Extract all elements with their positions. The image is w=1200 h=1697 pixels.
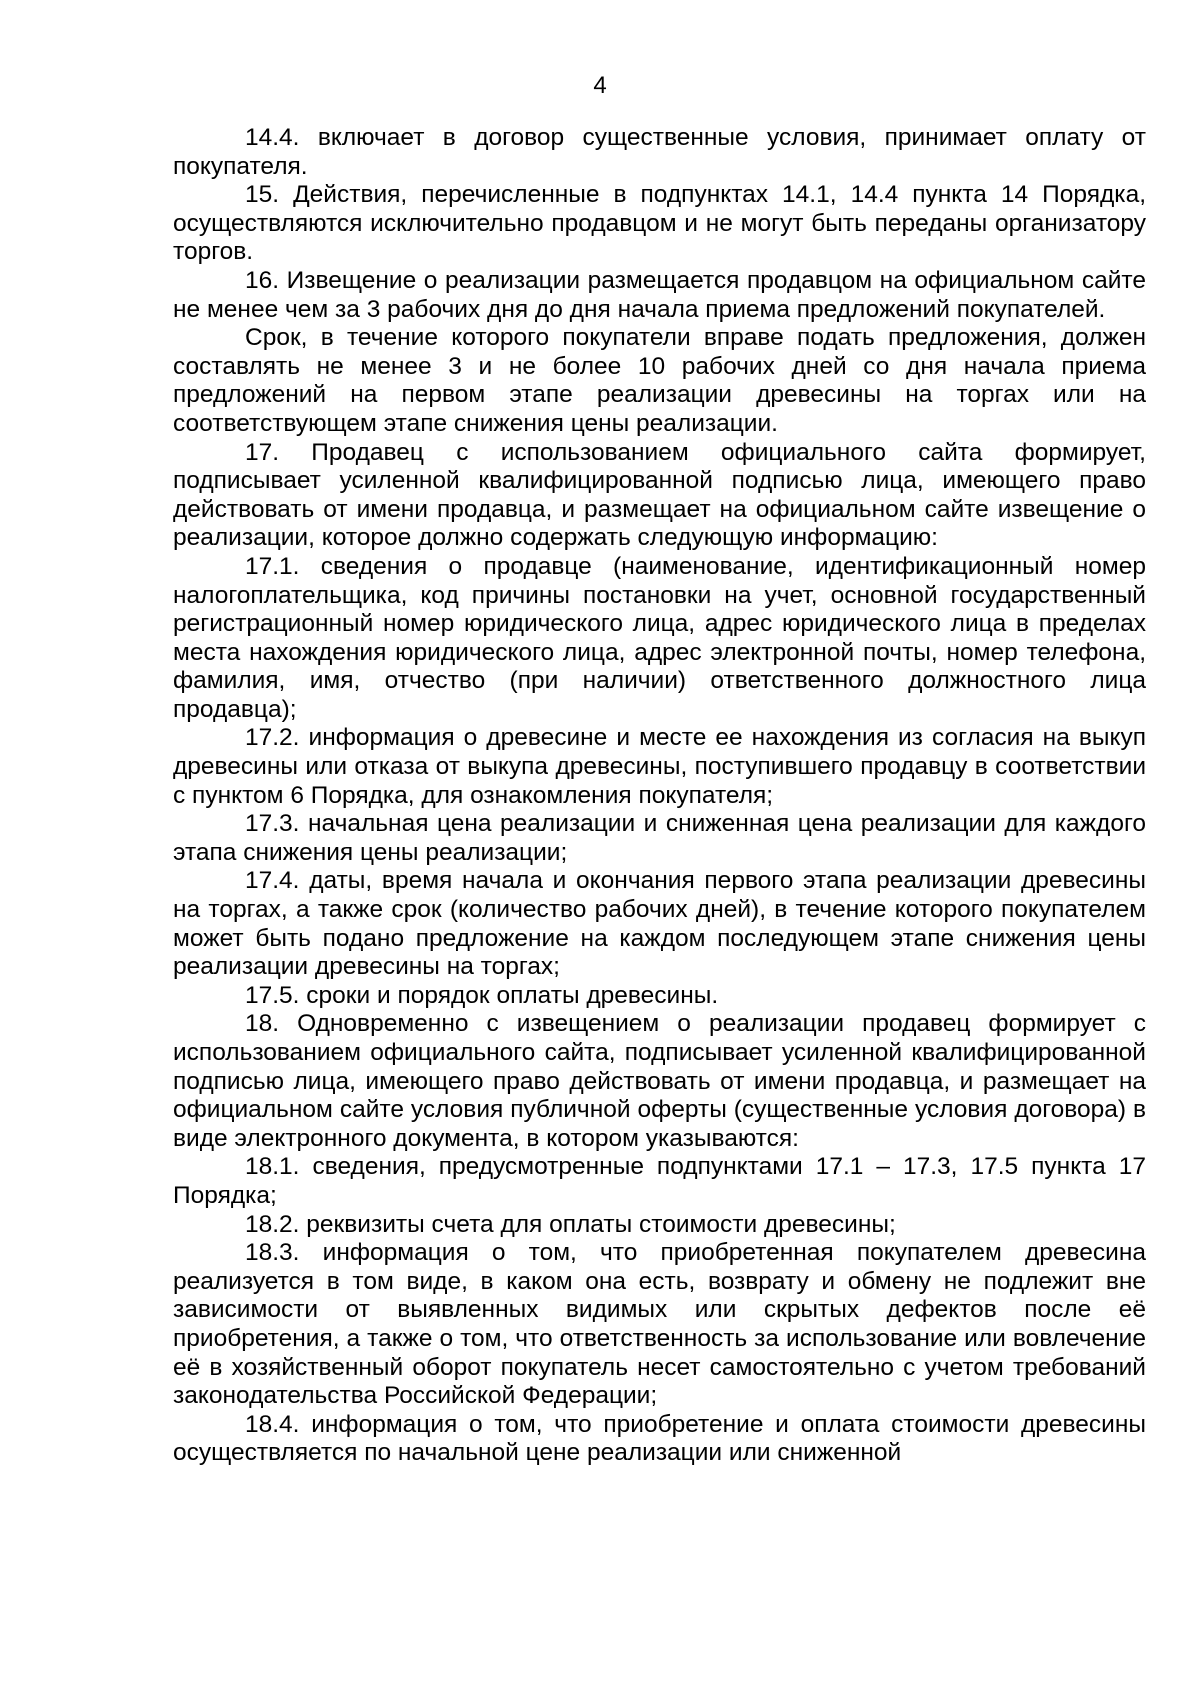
paragraph-16-term: Срок, в течение которого покупатели вправе подать предложения, должен составлять не менее 3 и не более 10 рабочих дней со дня начала приема предложений на первом этапе реализации древесины на торгах или на соответствующем этапе снижения цены реализации. [173,324,1146,437]
paragraph-18-3: 18.3. информация о том, что приобретенная покупателем древесина реализуется в том виде, в каком она есть, возврату и обмену не подлежит вне зависимости от выявленных видимых или скрытых дефектов после её приобретения, а также о том, что ответственность за использование или вовлечение её в хозяйственный оборот покупатель несет самостоятельно с учетом требований законодательства Российской Федерации; [173,1239,1146,1410]
paragraph-17-1: 17.1. сведения о продавце (наименование, идентификационный номер налогоплательщика, код причины постановки на учет, основной государственный регистрационный номер юридического лица, адрес юридического лица в пределах места нахождения юридического лица, адрес электронной почты, номер телефона, фамилия, имя, отчество (при наличии) ответственного должностного лица продавца); [173,552,1146,723]
paragraph-17-4: 17.4. даты, время начала и окончания первого этапа реализации древесины на торгах, а также срок (количество рабочих дней), в течение которого покупателем может быть подано предложение на каждом последующем этапе снижения цены реализации древесины на торгах; [173,867,1146,981]
paragraph-14-4: 14.4. включает в договор существенные условия, принимает оплату от покупателя. [173,124,1146,180]
paragraph-18: 18. Одновременно с извещением о реализации продавец формирует с использованием официального сайта, подписывает усиленной квалифицированной подписью лица, имеющего право действовать от имени продавца, и размещает на официальном сайте условия публичной оферты (существенные условия договора) в виде электронного документа, в котором указываются: [173,1010,1146,1152]
document-body [173,124,1146,1468]
paragraph-16: 16. Извещение о реализации размещается продавцом на официальном сайте не менее чем за 3 рабочих дня до дня начала приема предложений покупателей. [173,266,1146,323]
paragraph-17-2: 17.2. информация о древесине и месте ее нахождения из согласия на выкуп древесины или отказа от выкупа древесины, поступившего продавцу в соответствии с пунктом 6 Порядка, для ознакомления покупателя; [173,724,1146,809]
paragraph-17: 17. Продавец с использованием официального сайта формирует, подписывает усиленной квалифицированной подписью лица, имеющего право действовать от имени продавца, и размещает на официальном сайте извещение о реализации, которое должно содержать следующую информацию: [173,438,1146,552]
paragraph-18-4: 18.4. информация о том, что приобретение и оплата стоимости древесины осуществляется по начальной цене реализации или сниженной [173,1410,1146,1467]
paragraph-18-2: 18.2. реквизиты счета для оплаты стоимости древесины; [245,1210,896,1238]
page-number: 4 [593,72,607,99]
paragraph-17-5: 17.5. сроки и порядок оплаты древесины. [245,981,719,1009]
paragraph-15: 15. Действия, перечисленные в подпунктах 14.1, 14.4 пункта 14 Порядка, осуществляются исключительно продавцом и не могут быть переданы организатору торгов. [173,181,1146,266]
paragraph-18-1: 18.1. сведения, предусмотренные подпунктами 17.1 – 17.3, 17.5 пункта 17 Порядка; [173,1153,1146,1209]
paragraph-17-3: 17.3. начальная цена реализации и сниженная цена реализации для каждого этапа снижения цены реализации; [173,810,1146,866]
